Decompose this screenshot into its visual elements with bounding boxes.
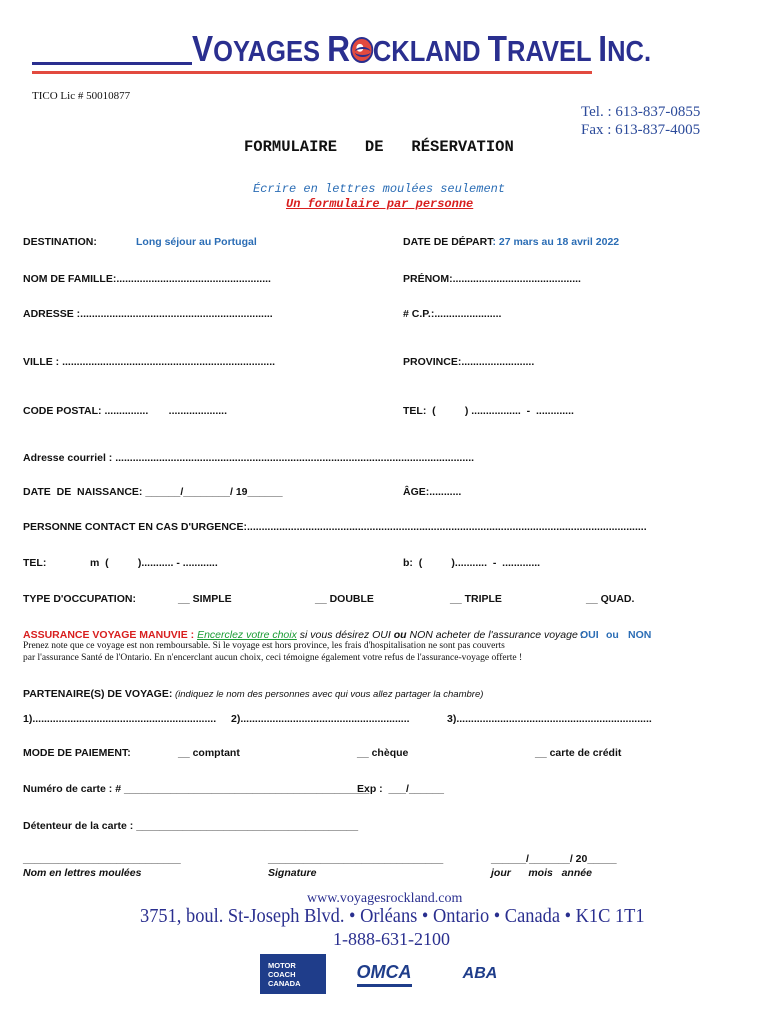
cp-field[interactable]: # C.P.:.......................: [403, 308, 502, 320]
occupation-double-option[interactable]: __ DOUBLE: [315, 593, 374, 605]
date-line[interactable]: ______/_______/ 20_____: [491, 853, 617, 865]
insurance-note-2: par l'assurance Santé de l'Ontario. En n'encerclant aucun choix, ceci témoigne également votre refus de l'assurance-voyage offerte !: [23, 653, 523, 663]
motor-coach-canada-logo: MOTOR COACH CANADA: [260, 954, 326, 994]
province-field[interactable]: PROVINCE:.........................: [403, 356, 535, 368]
occupation-label: TYPE D'OCCUPATION:: [23, 593, 136, 605]
partner-1-field[interactable]: 1)...............................................................: [23, 713, 217, 725]
emergency-contact-field[interactable]: PERSONNE CONTACT EN CAS D'URGENCE:.........................................................................................................................................: [23, 521, 647, 533]
occupation-simple-option[interactable]: __ SIMPLE: [178, 593, 232, 605]
payment-label: MODE DE PAIEMENT:: [23, 747, 131, 759]
occupation-quad-option[interactable]: __ QUAD.: [586, 593, 635, 605]
age-field[interactable]: ÂGE:...........: [403, 486, 462, 498]
card-number-field[interactable]: Numéro de carte : # __________________________________________: [23, 783, 370, 795]
footer-phone: 1-888-631-2100: [333, 929, 450, 949]
signature-line[interactable]: ______________________________: [268, 853, 444, 865]
name-caption: Nom en lettres moulées: [23, 867, 142, 879]
partner-3-field[interactable]: 3)...................................................................: [447, 713, 652, 725]
destination-value: Long séjour au Portugal: [136, 236, 257, 248]
footer-website: www.voyagesrockland.com: [307, 891, 463, 906]
payment-credit-card-option[interactable]: __ carte de crédit: [535, 747, 622, 759]
date-caption: jour mois année: [491, 867, 592, 879]
insurance-line: ASSURANCE VOYAGE MANUVIE : Encerclez votre choix si vous désirez OUI ou NON acheter de l'assurance voyage :: [23, 629, 584, 641]
emergency-tel-label: TEL:: [23, 557, 47, 569]
logo-rule-blue: [32, 62, 192, 65]
company-logo: VOYAGES R CKLAND TRAVEL INC.: [192, 28, 652, 69]
payment-cash-option[interactable]: __ comptant: [178, 747, 240, 759]
footer-address: 3751, boul. St-Joseph Blvd. • Orléans • Ontario • Canada • K1C 1T1: [140, 905, 645, 927]
card-holder-field[interactable]: Détenteur de la carte : ______________________________________: [23, 820, 359, 832]
partners-label: PARTENAIRE(S) DE VOYAGE: (indiquez le nom des personnes avec qui vous allez partager la chambre): [23, 688, 484, 700]
email-field[interactable]: Adresse courriel : ...........................................................................................................................: [23, 452, 475, 464]
insurance-note-1: Prenez note que ce voyage est non remboursable. Si le voyage est hors province, les frais d'hospitalisation ne sont pas couverts: [23, 641, 505, 651]
logo-rule-red: [32, 71, 592, 74]
omca-logo: OMCA: [346, 954, 422, 994]
birthdate-field[interactable]: DATE DE NAISSANCE: ______/________/ 19______: [23, 486, 283, 498]
departure-date: DATE DE DÉPART: 27 mars au 18 avril 2022: [403, 236, 620, 248]
insurance-or: ou: [606, 629, 619, 641]
insurance-yes-option[interactable]: OUI: [580, 629, 599, 641]
instruction-print: Écrire en lettres moulées seulement: [253, 182, 506, 196]
destination-label: DESTINATION:: [23, 236, 97, 248]
tel-field[interactable]: TEL: ( ) ................. - .............: [403, 405, 574, 417]
signature-caption: Signature: [268, 867, 317, 879]
aba-logo: ABA: [462, 965, 498, 982]
partner-2-field[interactable]: 2)..........................................................: [231, 713, 410, 725]
postal-code-field[interactable]: CODE POSTAL: ............... ....................: [23, 405, 227, 417]
tico-license: TICO Lic # 50010877: [32, 90, 131, 102]
payment-cheque-option[interactable]: __ chèque: [357, 747, 409, 759]
header-fax: Fax : 613-837-4005: [581, 122, 701, 138]
header-tel: Tel. : 613-837-0855: [581, 104, 701, 120]
insurance-no-option[interactable]: NON: [628, 629, 652, 641]
emergency-tel-mobile-field[interactable]: m ( )........... - ............: [90, 557, 218, 569]
globe-icon: [350, 37, 373, 63]
firstname-field[interactable]: PRÉNOM:............................................: [403, 273, 581, 285]
instruction-one-form: Un formulaire par personne: [286, 197, 474, 211]
form-title: FORMULAIRE DE RÉSERVATION: [244, 138, 514, 156]
name-line[interactable]: ___________________________: [23, 853, 181, 865]
address-field[interactable]: ADRESSE :..................................................................: [23, 308, 273, 320]
occupation-triple-option[interactable]: __ TRIPLE: [450, 593, 502, 605]
city-field[interactable]: VILLE : .........................................................................: [23, 356, 276, 368]
card-expiry-field[interactable]: Exp : ___/______: [357, 783, 444, 795]
lastname-field[interactable]: NOM DE FAMILLE:.....................................................: [23, 273, 271, 285]
emergency-tel-business-field[interactable]: b: ( )........... - .............: [403, 557, 541, 569]
